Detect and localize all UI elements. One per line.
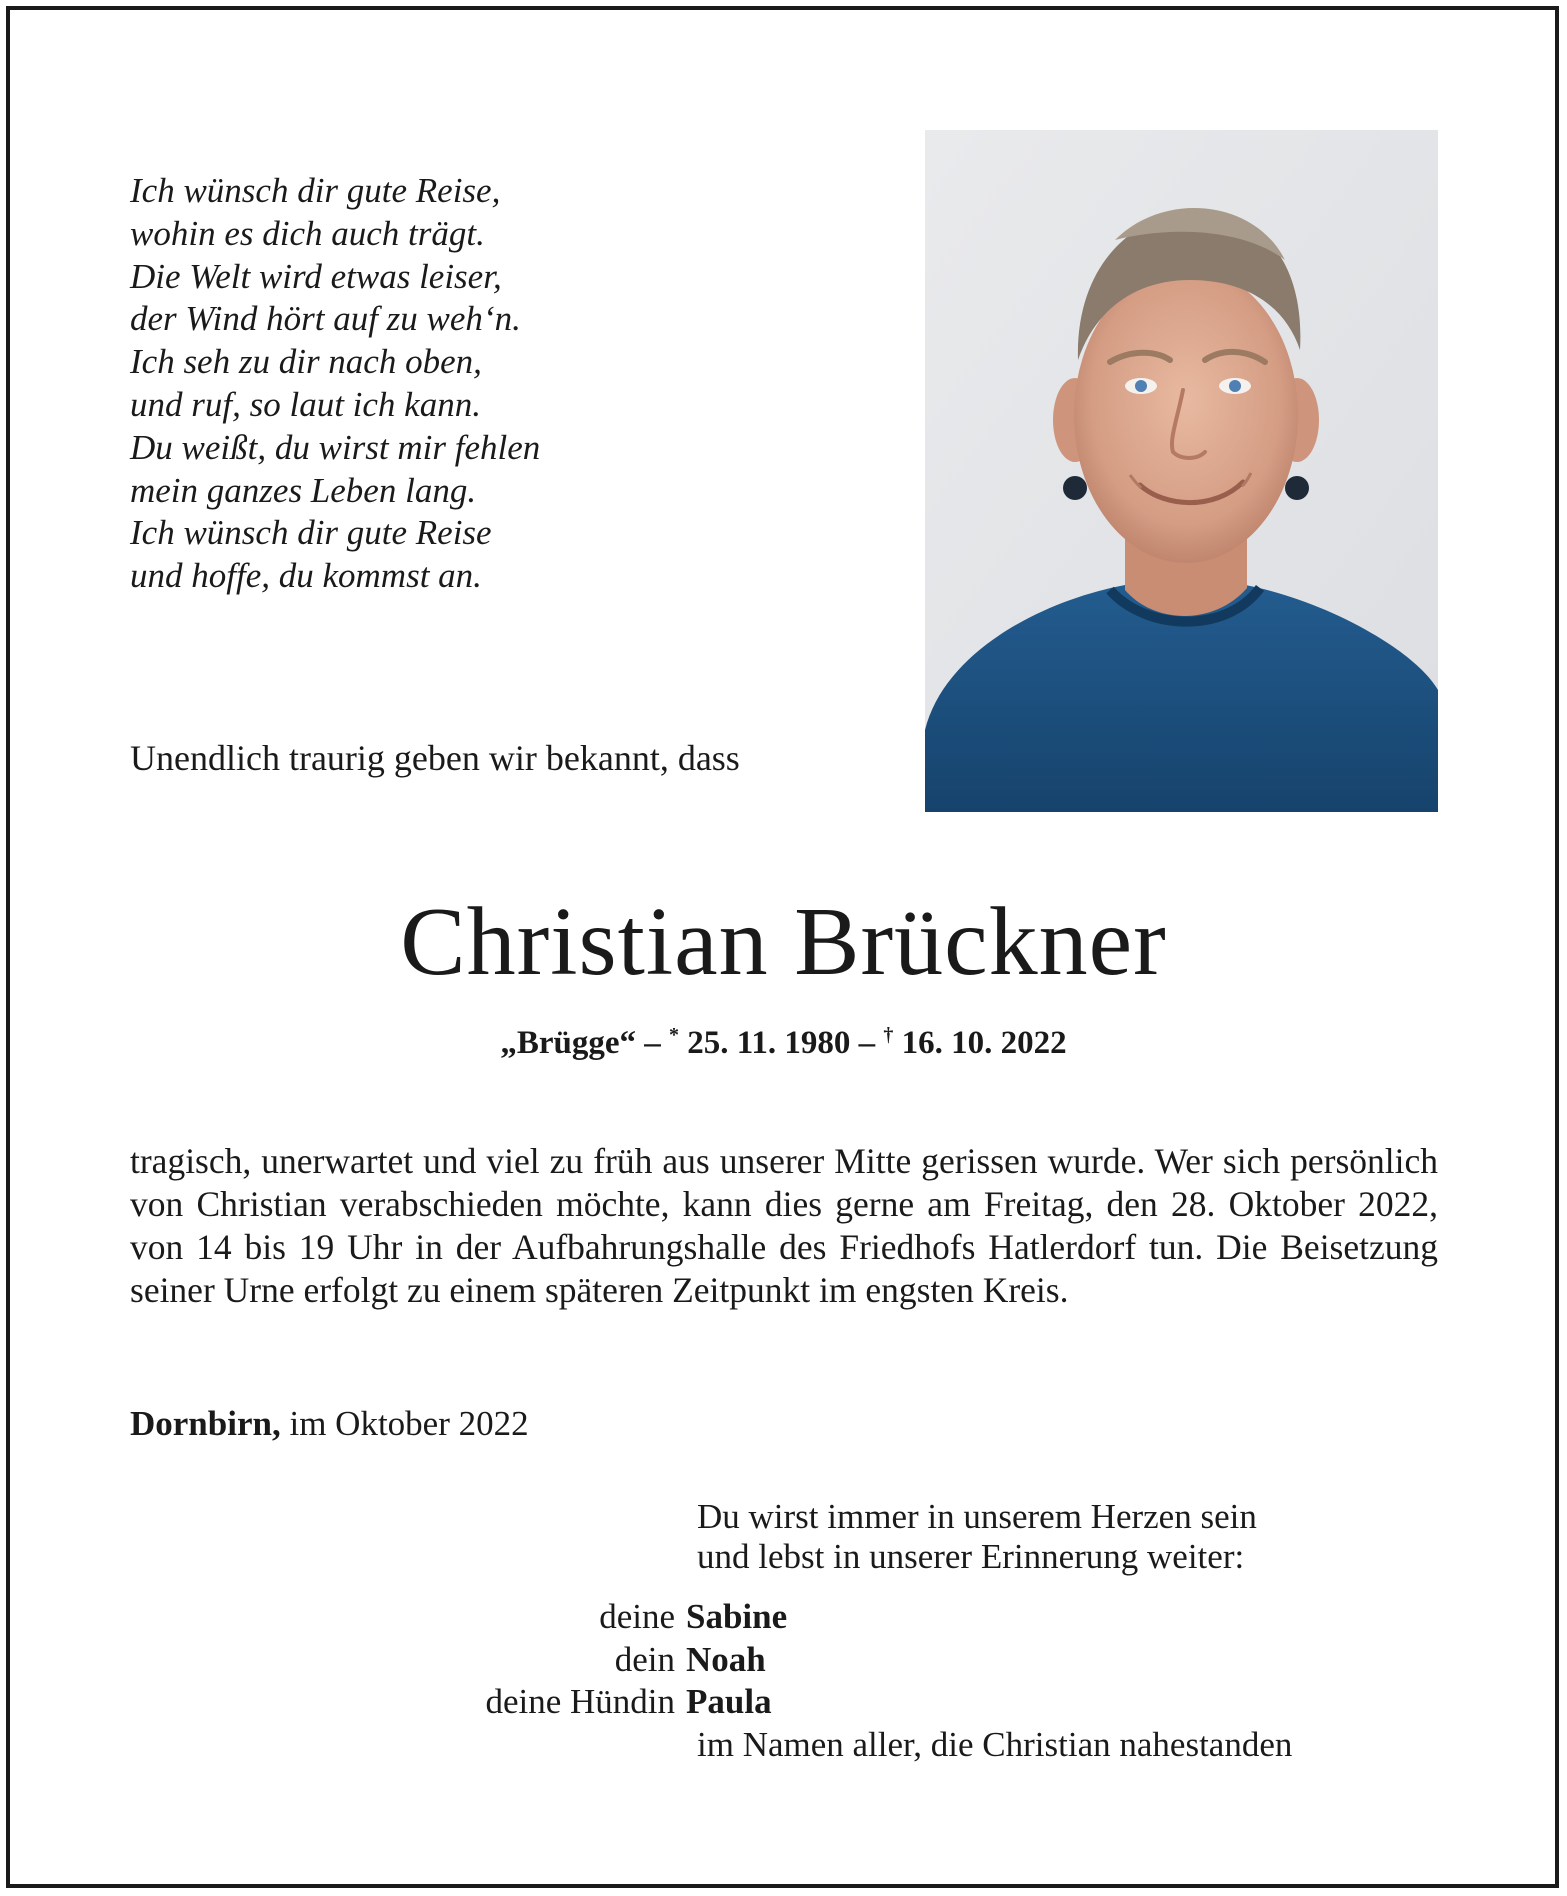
poem [130, 170, 540, 598]
mourner-name: Sabine [686, 1597, 788, 1636]
poem-line: Ich wünsch dir gute Reise [130, 513, 492, 553]
birth-date: 25. 11. 1980 [687, 1025, 851, 1061]
closing-line: und lebst in unserer Erinnerung weiter: [697, 1537, 1245, 1576]
poem-line: Die Welt wird etwas leiser, [130, 256, 502, 296]
birth-star-icon: * [668, 1024, 679, 1046]
poem-line: Du weißt, du wirst mir fehlen [130, 427, 541, 467]
closing-line: Du wirst immer in unserem Herzen sein [697, 1497, 1257, 1536]
death-date: 16. 10. 2022 [901, 1025, 1067, 1061]
dash-separator: – [858, 1025, 884, 1061]
nickname: „Brügge“ [500, 1025, 636, 1061]
portrait-photo [925, 130, 1438, 812]
poem-line: wohin es dich auch trägt. [130, 213, 485, 253]
poem-line: und hoffe, du kommst an. [130, 556, 482, 596]
poem-line: Ich seh zu dir nach oben, [130, 342, 482, 382]
mourner-relation: dein [614, 1639, 675, 1679]
intro-text: Unendlich traurig geben wir bekannt, dass [130, 738, 740, 778]
mourner-name: Paula [686, 1682, 772, 1721]
mourner-name: Noah [686, 1639, 766, 1679]
mourner-relation: deine [599, 1597, 675, 1636]
mourner-row [300, 1596, 1292, 1639]
poem-line: mein ganzes Leben lang. [130, 470, 477, 510]
death-cross-icon: † [883, 1024, 894, 1046]
mourner-row [300, 1639, 1292, 1682]
deceased-name: Christian Brückner [400, 888, 1167, 996]
mourner-row [300, 1681, 1292, 1724]
place-month: im Oktober 2022 [289, 1404, 529, 1443]
mourners-closing: im Namen aller, die Christian nahestanden [697, 1724, 1293, 1764]
closing-words [697, 1497, 1257, 1577]
poem-line: der Wind hört auf zu weh‘n. [130, 299, 521, 339]
place-date [130, 1403, 529, 1445]
poem-line: Ich wünsch dir gute Reise, [130, 171, 501, 210]
announcement-text: tragisch, unerwartet und viel zu früh aus unserer Mitte gerissen wurde. Wer sich persönlich von Christian verabschieden möchte, kann dies gerne am Freitag, den 28. Oktober 2022, von 14 bis 19 Uhr in der Aufbahrungshalle des Friedhofs Hatlerdorf tun. Die Beisetzung seiner Urne erfolgt zu einem späteren Zeitpunkt im engsten Kreis. [130, 1141, 1438, 1310]
poem-line: und ruf, so laut ich kann. [130, 384, 481, 424]
mourner-relation: deine Hündin [485, 1682, 675, 1721]
mourners-list [300, 1596, 1292, 1766]
life-dates [0, 1015, 1567, 1063]
dash-separator: – [644, 1025, 669, 1061]
place-city: Dornbirn, [130, 1404, 281, 1443]
